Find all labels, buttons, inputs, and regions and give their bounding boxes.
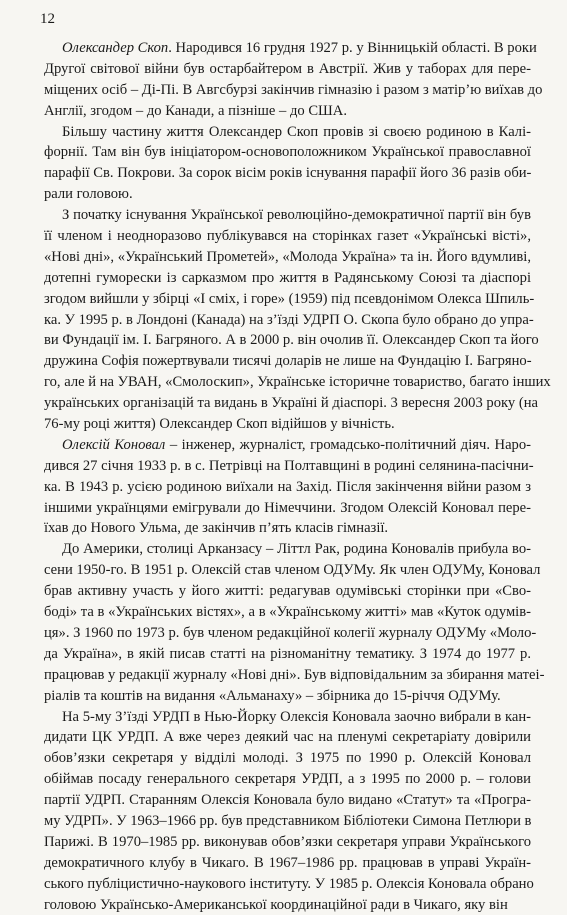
paragraph <box>44 38 531 122</box>
text-line: іншими українцями емігрували до Німеччини. Згодом Олексій Коновал пере- <box>44 498 531 519</box>
text-line: ріалів та коштів на видання «Альманаху» – збірника до 15-річчя ОДУМу. <box>44 686 531 707</box>
text-line: ського публіцистично-наукового інституту. У 1985 р. Олексія Коновала обрано <box>44 874 531 895</box>
text-line: Парижі. В 1970–1985 рр. виконував обов’язки секретаря управи Українського <box>44 832 531 853</box>
text-line: демократичного клубу в Чикаго. В 1967–1986 рр. працював в управі Україн- <box>44 853 531 874</box>
text-line: працював у редакції журналу «Нові дні». Був відповідальним за збирання матеі- <box>44 665 531 686</box>
text-line: партії УДРП. Старанням Олексія Коновала було видано «Статут» та «Програ- <box>44 790 531 811</box>
page-number: 12 <box>40 12 55 27</box>
text-line: го, але й на УВАН, «Смолоскип», Українське історичне товариство, багато інших <box>44 372 531 393</box>
text-line: її членом і неодноразово публікувався на сторінках газет «Українські вісті», <box>44 226 531 247</box>
text-line: головою Українсько-Американської координаційної ради в Чикаго, яку він <box>44 895 531 915</box>
text-line: обов’язки секретаря у відділі молоді. З 1975 по 1990 р. Олексій Коновал <box>44 748 531 769</box>
document-body <box>44 38 531 915</box>
text-line: Олексій Коновал – інженер, журналіст, громадсько-політичний діяч. Наро- <box>44 435 531 456</box>
person-name: Олександер Скоп <box>62 40 168 56</box>
text-line: му УДРП». У 1963–1966 рр. був представником Бібліотеки Симона Петлюри в <box>44 811 531 832</box>
text-line: Більшу частину життя Олександер Скоп провів зі своєю родиною в Калі- <box>44 122 531 143</box>
text-line: Другої світової війни був остарбайтером в Австрії. Жив у таборах для пере- <box>44 59 531 80</box>
text-line: ви Фундації ім. І. Багряного. А в 2000 р. він очолив її. Олександер Скоп та його <box>44 330 531 351</box>
text-line: На 5-му З’їзді УРДП в Нью-Йорку Олексія Коновала заочно вибрали в кан- <box>44 707 531 728</box>
text-line: Англії, згодом – до Канади, а пізніше – до США. <box>44 101 531 122</box>
person-name: Олексій Коновал <box>62 437 165 453</box>
text-line: рали головою. <box>44 184 531 205</box>
paragraph <box>44 205 531 435</box>
text-line: парафії Св. Покрови. За сорок вісім років існування парафії його 36 разів оби- <box>44 163 531 184</box>
paragraph <box>44 435 531 539</box>
text-line: форнії. Там він був ініціатором-основоположником Української православної <box>44 142 531 163</box>
paragraph <box>44 707 531 915</box>
text-line: ця». З 1960 по 1973 р. був членом редакційної колегії журналу ОДУМу «Моло- <box>44 623 531 644</box>
text-line: боді» та в «Українських вістях», а в «Українському житті» мав «Куток одумів- <box>44 602 531 623</box>
text-line: дружина Софія пожертвували тисячі доларів не лише на Фундацію І. Багряно- <box>44 351 531 372</box>
paragraph <box>44 539 531 706</box>
text-line: Олександер Скоп. Народився 16 грудня 1927 р. у Вінницькій області. В роки <box>44 38 531 59</box>
text-line: 76-му році життя) Олександер Скоп відійшов у вічність. <box>44 414 531 435</box>
text-line: З початку існування Української революційно-демократичної партії він був <box>44 205 531 226</box>
text-line: ка. У 1995 р. в Лондоні (Канада) на з’їзді УДРП О. Скопа було обрано до упра- <box>44 310 531 331</box>
text-line: До Америки, столиці Арканзасу – Літтл Рак, родина Коновалів прибула во- <box>44 539 531 560</box>
text-line: брав активну участь у його житті: редагував одумівські сторінки при «Сво- <box>44 581 531 602</box>
text-line: ка. В 1943 р. усією родиною виїхали на Захід. Після закінчення війни разом з <box>44 477 531 498</box>
text-line: згодом вийшли у збірці «І сміх, і горе» (1959) під псевдонімом Олекса Шпиль- <box>44 289 531 310</box>
text-line: «Нові дні», «Український Прометей», «Молода Україна» та ін. Його вдумливі, <box>44 247 531 268</box>
text-line: обіймав посаду генерального секретаря УРДП, а з 1995 по 2000 р. – голови <box>44 769 531 790</box>
text-line: дився 27 січня 1933 р. в с. Петрівці на Полтавщині в родині селянина-пасічни- <box>44 456 531 477</box>
text-line: дидати ЦК УРДП. А вже через деякий час на пленумі секретаріату довірили <box>44 727 531 748</box>
paragraph <box>44 122 531 206</box>
text-line: сени 1950-го. В 1951 р. Олексій став членом ОДУМу. Як член ОДУМу, Коновал <box>44 560 531 581</box>
text-line: українських організацій та видань в Україні й діаспорі. 3 вересня 2003 року (на <box>44 393 531 414</box>
text-line: да Україна», в якій писав статті на різноманітну тематику. З 1974 до 1977 р. <box>44 644 531 665</box>
text-line: дотепні гуморески із сарказмом про життя в Радянському Союзі та діаспорі <box>44 268 531 289</box>
text-line: міщених осіб – Ді-Пі. В Авгсбурзі закінчив гімназію і разом з матір’ю виїхав до <box>44 80 531 101</box>
text-line: їхав до Нового Ульма, де закінчив п’ять класів гімназії. <box>44 518 531 539</box>
